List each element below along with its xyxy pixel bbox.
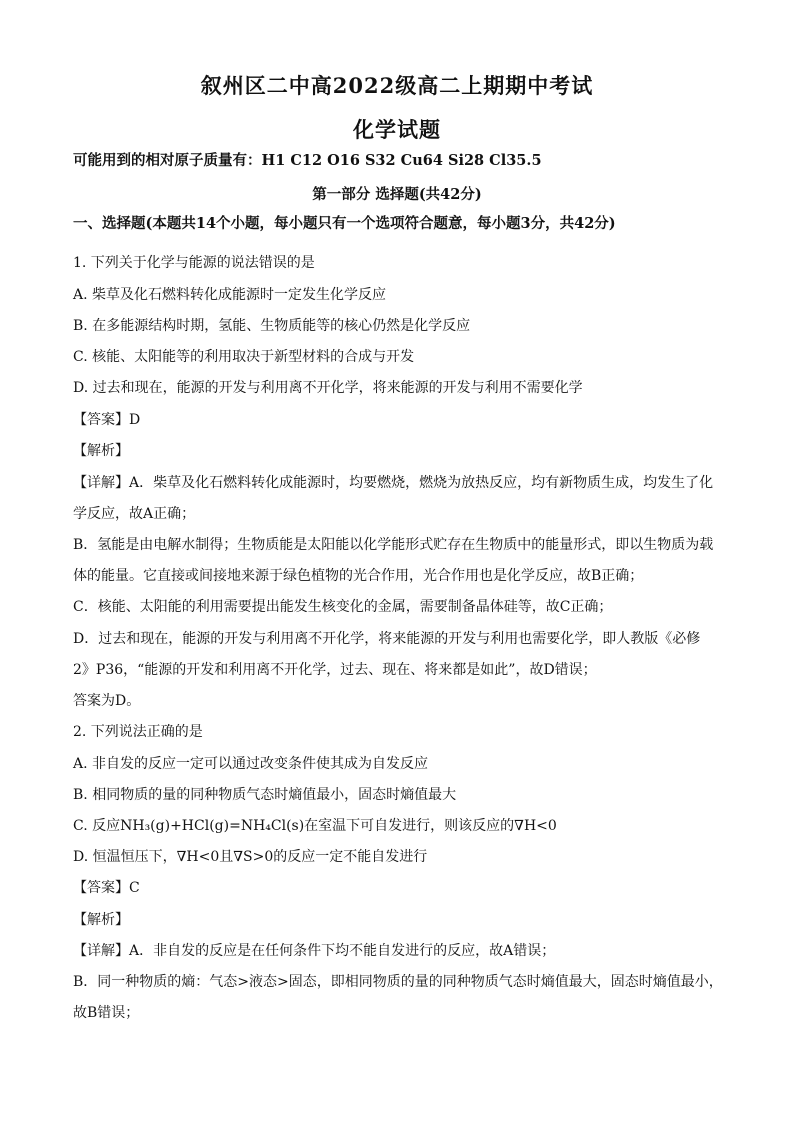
section-one-heading: 一、选择题(本题共14个小题，每小题只有一个选项符合题意，每小题3分，共42分) xyxy=(73,215,616,232)
question-1-detail-line: 【详解】A．柴草及化石燃料转化成能源时，均要燃烧，燃烧为放热反应，均有新物质生成，均发生了化 xyxy=(73,475,714,491)
question-1-option-a: A. 柴草及化石燃料转化成能源时一定发生化学反应 xyxy=(73,287,387,303)
part-one-heading: 第一部分 选择题(共42分) xyxy=(312,186,482,203)
question-2-detail-line: 【详解】A．非自发的反应是在任何条件下均不能自发进行的反应，故A错误； xyxy=(73,943,556,959)
question-1-answer: 【答案】D xyxy=(73,412,141,428)
question-1-detail-line: D．过去和现在，能源的开发与利用离不开化学，将来能源的开发与利用也需要化学，即人教版《必修 xyxy=(73,631,701,647)
question-1-detail-line: 2》P36，“能源的开发和利用离不开化学，过去、现在、将来都是如此”，故D错误； xyxy=(73,662,597,678)
question-1-stem: 1. 下列关于化学与能源的说法错误的是 xyxy=(73,255,315,271)
question-1-detail-line: 体的能量。它直接或间接地来源于绿色植物的光合作用，光合作用也是化学反应，故B正确； xyxy=(73,568,644,584)
question-2-detail-line: 故B错误； xyxy=(73,1005,140,1021)
question-2-option-d: D. 恒温恒压下，∇H<0且∇S>0的反应一定不能自发进行 xyxy=(73,849,428,865)
question-2-detail-line: B．同一种物质的熵：气态>液态>固态，即相同物质的量的同种物质气态时熵值最大，固态时熵值最小， xyxy=(73,974,723,990)
question-1-analysis-label: 【解析】 xyxy=(73,443,129,459)
question-1-detail-line: C．核能、太阳能的利用需要提出能发生核变化的金属，需要制备晶体硅等，故C正确； xyxy=(73,599,613,615)
subject-title: 化学试题 xyxy=(353,117,441,142)
atomic-masses: 可能用到的相对原子质量有：H1 C12 O16 S32 Cu64 Si28 Cl35.5 xyxy=(73,152,542,169)
question-2-option-b: B. 相同物质的量的同种物质气态时熵值最小，固态时熵值最大 xyxy=(73,787,457,803)
exam-title: 叙州区二中高2022级高二上期期中考试 xyxy=(200,73,594,98)
question-2-option-c: C. 反应NH₃(g)+HCl(g)=NH₄Cl(s)在室温下可自发进行，则该反应的∇H<0 xyxy=(73,818,557,834)
question-1-option-b: B. 在多能源结构时期，氢能、生物质能等的核心仍然是化学反应 xyxy=(73,318,471,334)
question-1-detail-line: 学反应，故A正确； xyxy=(73,506,196,522)
question-2-option-a: A. 非自发的反应一定可以通过改变条件使其成为自发反应 xyxy=(73,756,429,772)
question-1-option-c: C. 核能、太阳能等的利用取决于新型材料的合成与开发 xyxy=(73,349,415,365)
question-2-stem: 2. 下列说法正确的是 xyxy=(73,724,203,740)
question-1-option-d: D. 过去和现在，能源的开发与利用离不开化学，将来能源的开发与利用不需要化学 xyxy=(73,380,583,396)
question-2-analysis-label: 【解析】 xyxy=(73,912,129,928)
question-2-answer: 【答案】C xyxy=(73,880,140,896)
question-1-detail-line: 答案为D。 xyxy=(73,693,141,709)
question-1-detail-line: B．氢能是由电解水制得；生物质能是太阳能以化学能形式贮存在生物质中的能量形式，即以生物质为载 xyxy=(73,537,714,553)
